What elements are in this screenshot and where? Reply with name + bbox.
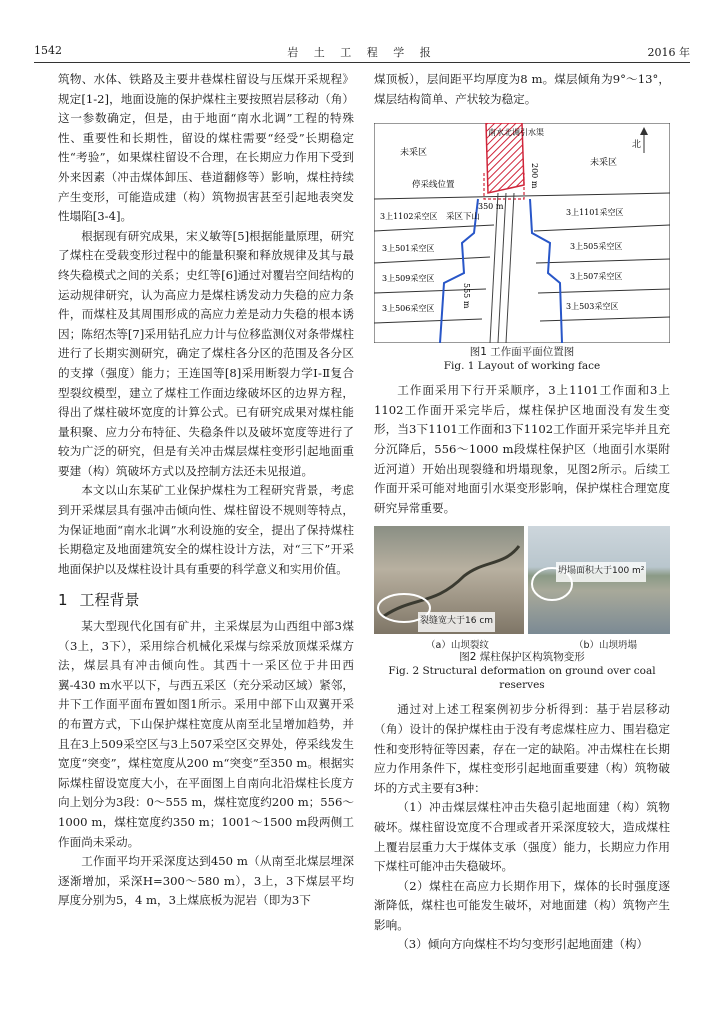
paragraph: 根据现有研究成果，宋义敏等[5]根据能量原理，研究了煤柱在受载变形过程中的能量积聚和释放规律及其与最终失稳模式之间的关系；史红等[6]通过对覆岩空间结构的运动规律研究，认为高应力是煤柱诱发动力失稳的应力条件，而煤柱及其周围形成的高应力差是动力失稳的根本诱因；陈绍杰等[7]采用钻孔应力计与位移监测仪对条带煤柱进行了长期实测研究，确定了煤柱各分区的范围及各分区的支撑（强度）能力；王连国等[8]采用断裂力学Ⅰ-Ⅱ复合型裂纹模型，建立了煤柱工作面边缘破坏区的边界方程，得出了煤柱破坏宽度的计算公式。已有研究成果对煤柱能量积聚、应力分布特征、失稳条件以及破坏宽度等进行了较为广泛的研究，但是有关冲击煤层煤柱变形引起地面重要建（构）筑破坏方式以及控制方法还未见报道。 [58,228,354,478]
list-item: （2）煤柱在高应力长期作用下，煤体的长时强度逐渐降低，煤柱也可能发生破坏，对地面建（构）筑物产生影响。 [374,878,670,932]
journal-name: 岩 土 工 程 学 报 [287,46,437,59]
panel-1102: 3上1102采空区 [380,212,438,222]
figure-1-caption-en: Fig. 1 Layout of working face [443,360,601,373]
dim-200: 200 m [530,163,539,189]
stop-line-label: 停采线位置 [412,180,455,191]
collapse-area-label: 坍塌面积大于100 m² [556,562,646,582]
panel-506: 3上506采空区 [382,304,435,314]
canal-label: 南水北调引水渠 [488,128,544,138]
figure-2-caption-cn: 图2 煤柱保护区构筑物变形 [459,651,585,664]
running-header [34,44,690,60]
figure-1-layout [374,123,670,343]
year: 2016 年 [647,46,690,59]
figure-1-caption-cn: 图1 工作面平面位置图 [469,346,575,359]
list-item: （1）冲击煤层煤柱冲击失稳引起地面建（构）筑物破坏。煤柱留设宽度不合理或者开采深度较大，造成煤柱上覆岩层重力大于煤体支承（强度）能力，长期应力作用下煤柱可能冲击失稳破坏。 [374,800,670,874]
paragraph: 煤顶板），层间距平均厚度为8 m。煤层倾角为9°～13°，煤层结构简单、产状较为稳定。 [374,72,670,106]
right-column [374,70,670,955]
panel-509: 3上509采空区 [382,274,435,284]
north-label: 北 [632,140,642,151]
figure-2-caption-en: Fig. 2 Structural deformation on ground over coal reserves [388,665,656,692]
unmined-label-right: 未采区 [590,158,618,169]
crack-width-label: 裂缝宽大于16 cm [418,612,495,632]
panel-505: 3上505采空区 [570,242,623,252]
photo-crack [374,526,524,634]
left-column [58,70,354,911]
paragraph: 通过对上述工程案例初步分析得到：基于岩层移动（角）设计的保护煤柱由于没有考虑煤柱应力、围岩稳定性和变形特征等因素，存在一定的缺陷。冲击煤柱在长期应力作用条件下，煤柱变形引起地面重要建（构）筑物破坏的方式主要有3种： [374,702,670,795]
subcaption-a: （a）山坝裂纹 [426,640,489,652]
page-number: 1542 [34,44,62,57]
section-heading [58,591,354,611]
panel-503: 3上503采空区 [566,302,619,312]
paragraph: 某大型现代化国有矿井，主采煤层为山西组中部3煤（3上，3下），采用综合机械化采煤与综采放顶煤采煤方法，煤层具有冲击倾向性。其西十一采区位于井田西翼-430 m水平以下，与西五采区（充分采动区域）紧邻，井下工作面平面布置如图1所示。采用中部下山双翼开采的布置方式，下山保护煤柱宽度从南至北呈增加趋势，并且在3上509采空区与3上507采空区交界处，停采线发生宽度“突变”，煤柱宽度从200 m“突变”至350 m。根据实际煤柱留设宽度大小，在平面图上自南向北沿煤柱长度方向上划分为3段：0～555 m，煤柱宽度约200 m；556～1000 m，煤柱宽度约350 m；1001～1500 m段两侧工作面尚未采动。 [58,619,354,849]
paragraph: 工作面平均开采深度达到450 m（从南至北煤层埋深逐渐增加，采深H=300～580 m），3上，3下煤层平均厚度分别为5，4 m，3上煤底板为泥岩（即为3下 [58,854,354,908]
list-item: （3）倾向方向煤柱不均匀变形引起地面建（构） [397,937,649,952]
down-shaft-label: 采区下山 [446,212,481,223]
section-number: 1 [58,591,68,610]
paragraph: 工作面采用下行开采顺序，3上1101工作面和3上1102工作面开采完毕后，煤柱保护区地面没有发生变形，当3下1101工作面和3下1102工作面开采完毕并且充分沉降后，556～1000 m段煤柱保护区（地面引水渠附近河道）开始出现裂缝和坍塌现象，见图2所示。后续工作面开采可能对地面引水渠变形影响，保护煤柱合理宽度研究异常重要。 [374,383,670,515]
failure-mode-list [374,798,670,955]
panel-1101: 3上1101采空区 [566,208,624,218]
paragraph: 筑物、水体、铁路及主要井巷煤柱留设与压煤开采规程》规定[1-2]，地面设施的保护煤柱主要按照岩层移动（角）这一参数确定，但是，由于地面“南水北调”工程的特殊性、重要性和长期性，留设的煤柱需要“经受”长期稳定性“考验”，如果煤柱留设不合理，在长期应力作用下受到外来因素（冲击煤体卸压、巷道翻修等）影响，煤柱持续产生变形，可能造成建（构）筑物损害甚至引起地表突发性塌陷[3-4]。 [58,72,354,224]
paragraph: 本文以山东某矿工业保护煤柱为工程研究背景，考虑到开采煤层具有强冲击倾向性、煤柱留设不规则等特点，为保证地面“南水北调”水利设施的安全，提出了保持煤柱长期稳定及地面建筑安全的煤柱设计方法，对“三下”开采地面保护以及煤柱设计具有重要的科学意义和实用价值。 [58,483,354,576]
section-title: 工程背景 [79,591,140,610]
dim-555: 555 m [462,283,471,309]
unmined-label-left: 未采区 [400,148,428,159]
dim-350: 350 m [478,202,504,212]
working-face-layout-diagram [374,123,670,343]
photo-collapse [528,526,670,634]
panel-501: 3上501采空区 [382,244,435,254]
subcaption-b: （b）山坝坍塌 [574,640,638,652]
header-rule [34,62,690,63]
figure-2-photos [374,526,670,652]
panel-507: 3上507采空区 [570,272,623,282]
